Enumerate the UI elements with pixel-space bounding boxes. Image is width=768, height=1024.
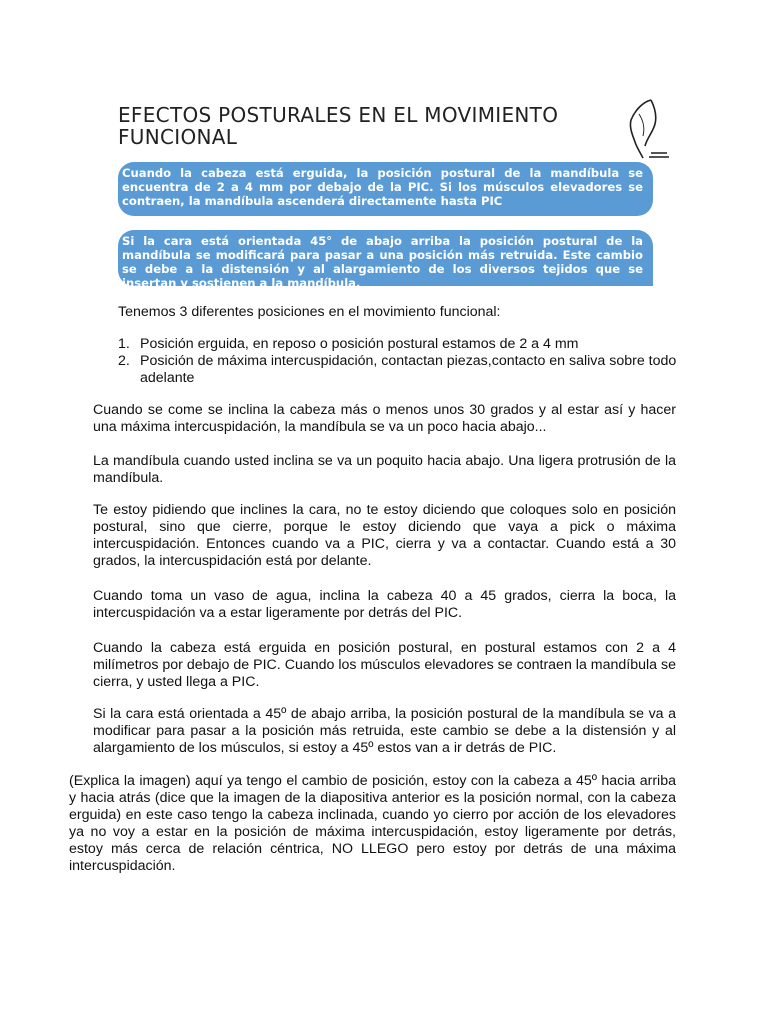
paragraph: (Explica la imagen) aquí ya tengo el cambio de posición, estoy con la cabeza a 45º hacia arriba y hacia atrás (dice que la imagen de la diapositiva anterior es la posición normal, con la cabeza erguida) en este caso tengo la cabeza inclinada, cuando yo cierro por acción de los elevadores ya no voy a estar en la posición de máxima intercuspidación, estoy ligeramente por detrás, estoy más cerca de relación céntrica, NO LLEGO pero estoy por detrás de una máxima intercuspidación. bbox=[69, 773, 676, 874]
list-item-number: 2. bbox=[118, 353, 130, 369]
paragraph: Cuando la cabeza está erguida en posición postural, en postural estamos con 2 a 4 milímetros por debajo de PIC. Cuando los músculos elevadores se contraen la mandíbula se cierra, y usted llega a PIC. bbox=[93, 640, 676, 690]
slide-title: EFECTOS POSTURALES EN EL MOVIMIENTO FUNCIONAL bbox=[118, 103, 559, 149]
list-item-text: Posición de máxima intercuspidación, contactan piezas,contacto en saliva sobre todo adelante bbox=[140, 353, 677, 386]
list-item bbox=[118, 353, 678, 387]
list-item-text: Posición erguida, en reposo o posición postural estamos de 2 a 4 mm bbox=[140, 336, 579, 352]
positions-list bbox=[118, 336, 678, 387]
head-profile-logo bbox=[621, 98, 671, 160]
slide-box-inclined-face: Si la cara está orientada 45° de abajo arriba la posición postural de la mandíbula se modificará para pasar a una posición más retruida. Este cambio se debe a la distensión y al alargamiento de los diversos tejidos que se insertan y sostienen a la mandíbula. bbox=[118, 230, 653, 286]
paragraph: Cuando se come se inclina la cabeza más o menos unos 30 grados y al estar así y hacer una máxima intercuspidación, la mandíbula se va un poco hacia abajo... bbox=[93, 402, 676, 435]
intro-text: Tenemos 3 diferentes posiciones en el movimiento funcional: bbox=[118, 304, 501, 320]
paragraph: La mandíbula cuando usted inclina se va un poquito hacia abajo. Una ligera protrusión de la mandíbula. bbox=[93, 453, 676, 486]
paragraph: Cuando toma un vaso de agua, inclina la cabeza 40 a 45 grados, cierra la boca, la intercuspidación va a estar ligeramente por detrás del PIC. bbox=[93, 588, 676, 621]
slide-box-erect-head: Cuando la cabeza está erguida, la posición postural de la mandíbula se encuentra de 2 a 4 mm por debajo de la PIC. Si los músculos elevadores se contraen, la mandíbula ascenderá directamente hasta PIC bbox=[118, 162, 653, 216]
paragraph: Si la cara está orientada a 45º de abajo arriba, la posición postural de la mandíbula se va a modificar para pasar a la posición más retruida, este cambio se debe a la distensión y al alargamiento de los músculos, si estoy a 45º estos van a ir detrás de PIC. bbox=[93, 706, 676, 756]
slide-image bbox=[118, 96, 676, 290]
list-item-number: 1. bbox=[118, 336, 130, 352]
list-item bbox=[118, 336, 678, 353]
paragraph: Te estoy pidiendo que inclines la cara, no te estoy diciendo que coloques solo en posición postural, sino que cierre, porque le estoy diciendo que vaya a pick o máxima intercuspidación. Entonces cuando va a PIC, cierra y va a contactar. Cuando está a 30 grados, la intercuspidación está por delante. bbox=[93, 502, 676, 569]
